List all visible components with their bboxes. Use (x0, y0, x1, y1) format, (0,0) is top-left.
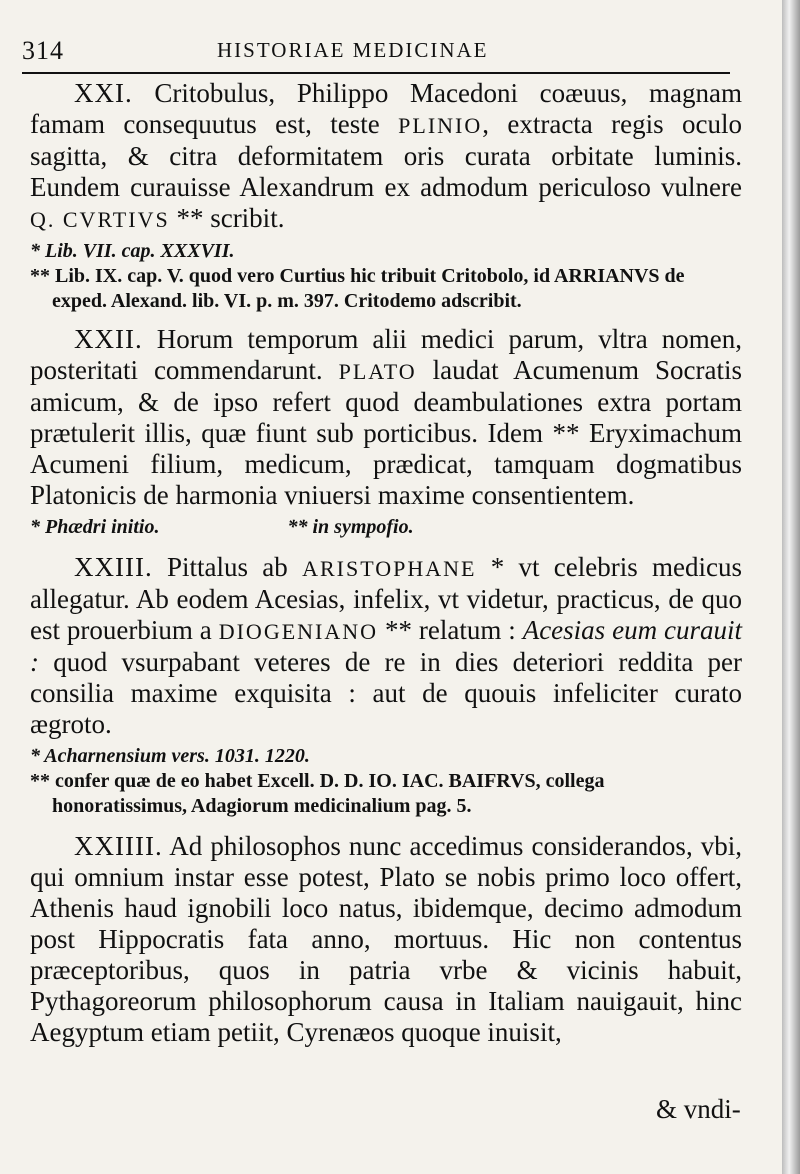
paragraph-text: Horum temporum alii medici parum, vltra nomen, posteritati commendarunt. (30, 324, 743, 385)
footnote: ** in sympofio. (287, 516, 414, 538)
footnotes (30, 744, 742, 819)
footnote: * Phædri initio. (30, 516, 160, 538)
footnotes (30, 515, 742, 540)
paragraph-text: * vt celebris medicus allegatur. Ab eodem Acesias, infelix, vt videtur, practicus, de quo est prouerbium a (30, 552, 743, 645)
footnote-row (30, 515, 742, 540)
author-name: PLATO (338, 359, 417, 384)
running-title: HISTORIAE MEDICINAE (217, 38, 489, 62)
section-numeral: XXIIII. (74, 831, 163, 861)
author-name: PLINIO (398, 113, 483, 138)
header-rule (22, 72, 730, 74)
author-name: Q. CVRTIVS (30, 207, 170, 232)
section-xxiiii (30, 831, 742, 1048)
catchword: & vndi- (656, 1094, 741, 1124)
section-numeral: XXIII. (74, 552, 153, 582)
page-header (22, 36, 732, 66)
paragraph-text: quod vsurpabant veteres de re in dies deteriori reddita per consilia maxime exquisita : aut de quouis infeliciter curato ægroto. (30, 647, 742, 739)
paragraph-text: Ad philosophos nunc accedimus considerandos, vbi, qui omnium instar esse potest, Plato se nobis primo loco offert, Athenis haud ignobili loco natus, ibidemque, decimo admodum post Hippocratis fata anno, mortuus. Hic non contentus præceptoribus, quos in patria vrbe & vicinis habuit, Pythagoreorum philosophorum causa in Italiam nauigauit, hinc Aegyptum etiam petiit, Cyrenæos quoque inuisit, (30, 831, 743, 1047)
footnotes (30, 239, 742, 314)
page-gutter (782, 0, 800, 1174)
paragraph-text: Critobulus, Philippo Macedoni coæuus, magnam famam consequutus est, teste (30, 78, 742, 139)
proverb-quote: Acesias eum curauit : (30, 615, 743, 677)
paragraph-text: ** scribit. (169, 203, 285, 233)
footnote: * Lib. VII. cap. XXXVII. (30, 240, 235, 262)
page-number: 314 (22, 36, 64, 65)
paragraph-text: Pittalus ab (167, 552, 303, 582)
paragraph-text: ** relatum : (378, 615, 523, 645)
paragraph-text: , extracta regis oculo sagitta, & citra deformitatem oris curata orbitate luminis. Eundem curauisse Alexandrum ex admodum periculoso vulnere (30, 109, 742, 202)
section-xxiii (30, 552, 742, 819)
footnote: ** confer quæ de eo habet Excell. D. D. IO. IAC. BAIFRVS, collega honoratissimus, Adagiorum medicinalium pag. 5. (30, 770, 605, 817)
section-numeral: XXI. (74, 78, 133, 108)
section-paragraph (30, 831, 742, 1048)
section-paragraph (30, 552, 742, 740)
author-name: DIOGENIANO (218, 619, 379, 644)
section-numeral: XXII. (74, 324, 143, 354)
author-name: ARISTOPHANE (302, 556, 477, 581)
footnote: * Acharnensium vers. 1031. 1220. (30, 745, 310, 767)
section-paragraph (30, 78, 742, 235)
page-content (30, 76, 742, 1048)
paragraph-text: laudat Acumenum Socratis amicum, & de ipso refert quod deambulationes extra portam prætulerit illis, quæ fiunt sub porticibus. Idem ** Eryximachum Acumeni filium, medicum, prædicat, tamquam dogmatibus Platonicis de harmonia vniuersi maxime consentientem. (30, 355, 743, 510)
footnote: ** Lib. IX. cap. V. quod vero Curtius hic tribuit Critobolo, id ARRIANVS de exped. Alexand. lib. VI. p. m. 397. Critodemo adscribit. (30, 265, 685, 312)
section-xxi (30, 78, 742, 314)
section-paragraph (30, 324, 742, 511)
section-xxii (30, 324, 742, 540)
